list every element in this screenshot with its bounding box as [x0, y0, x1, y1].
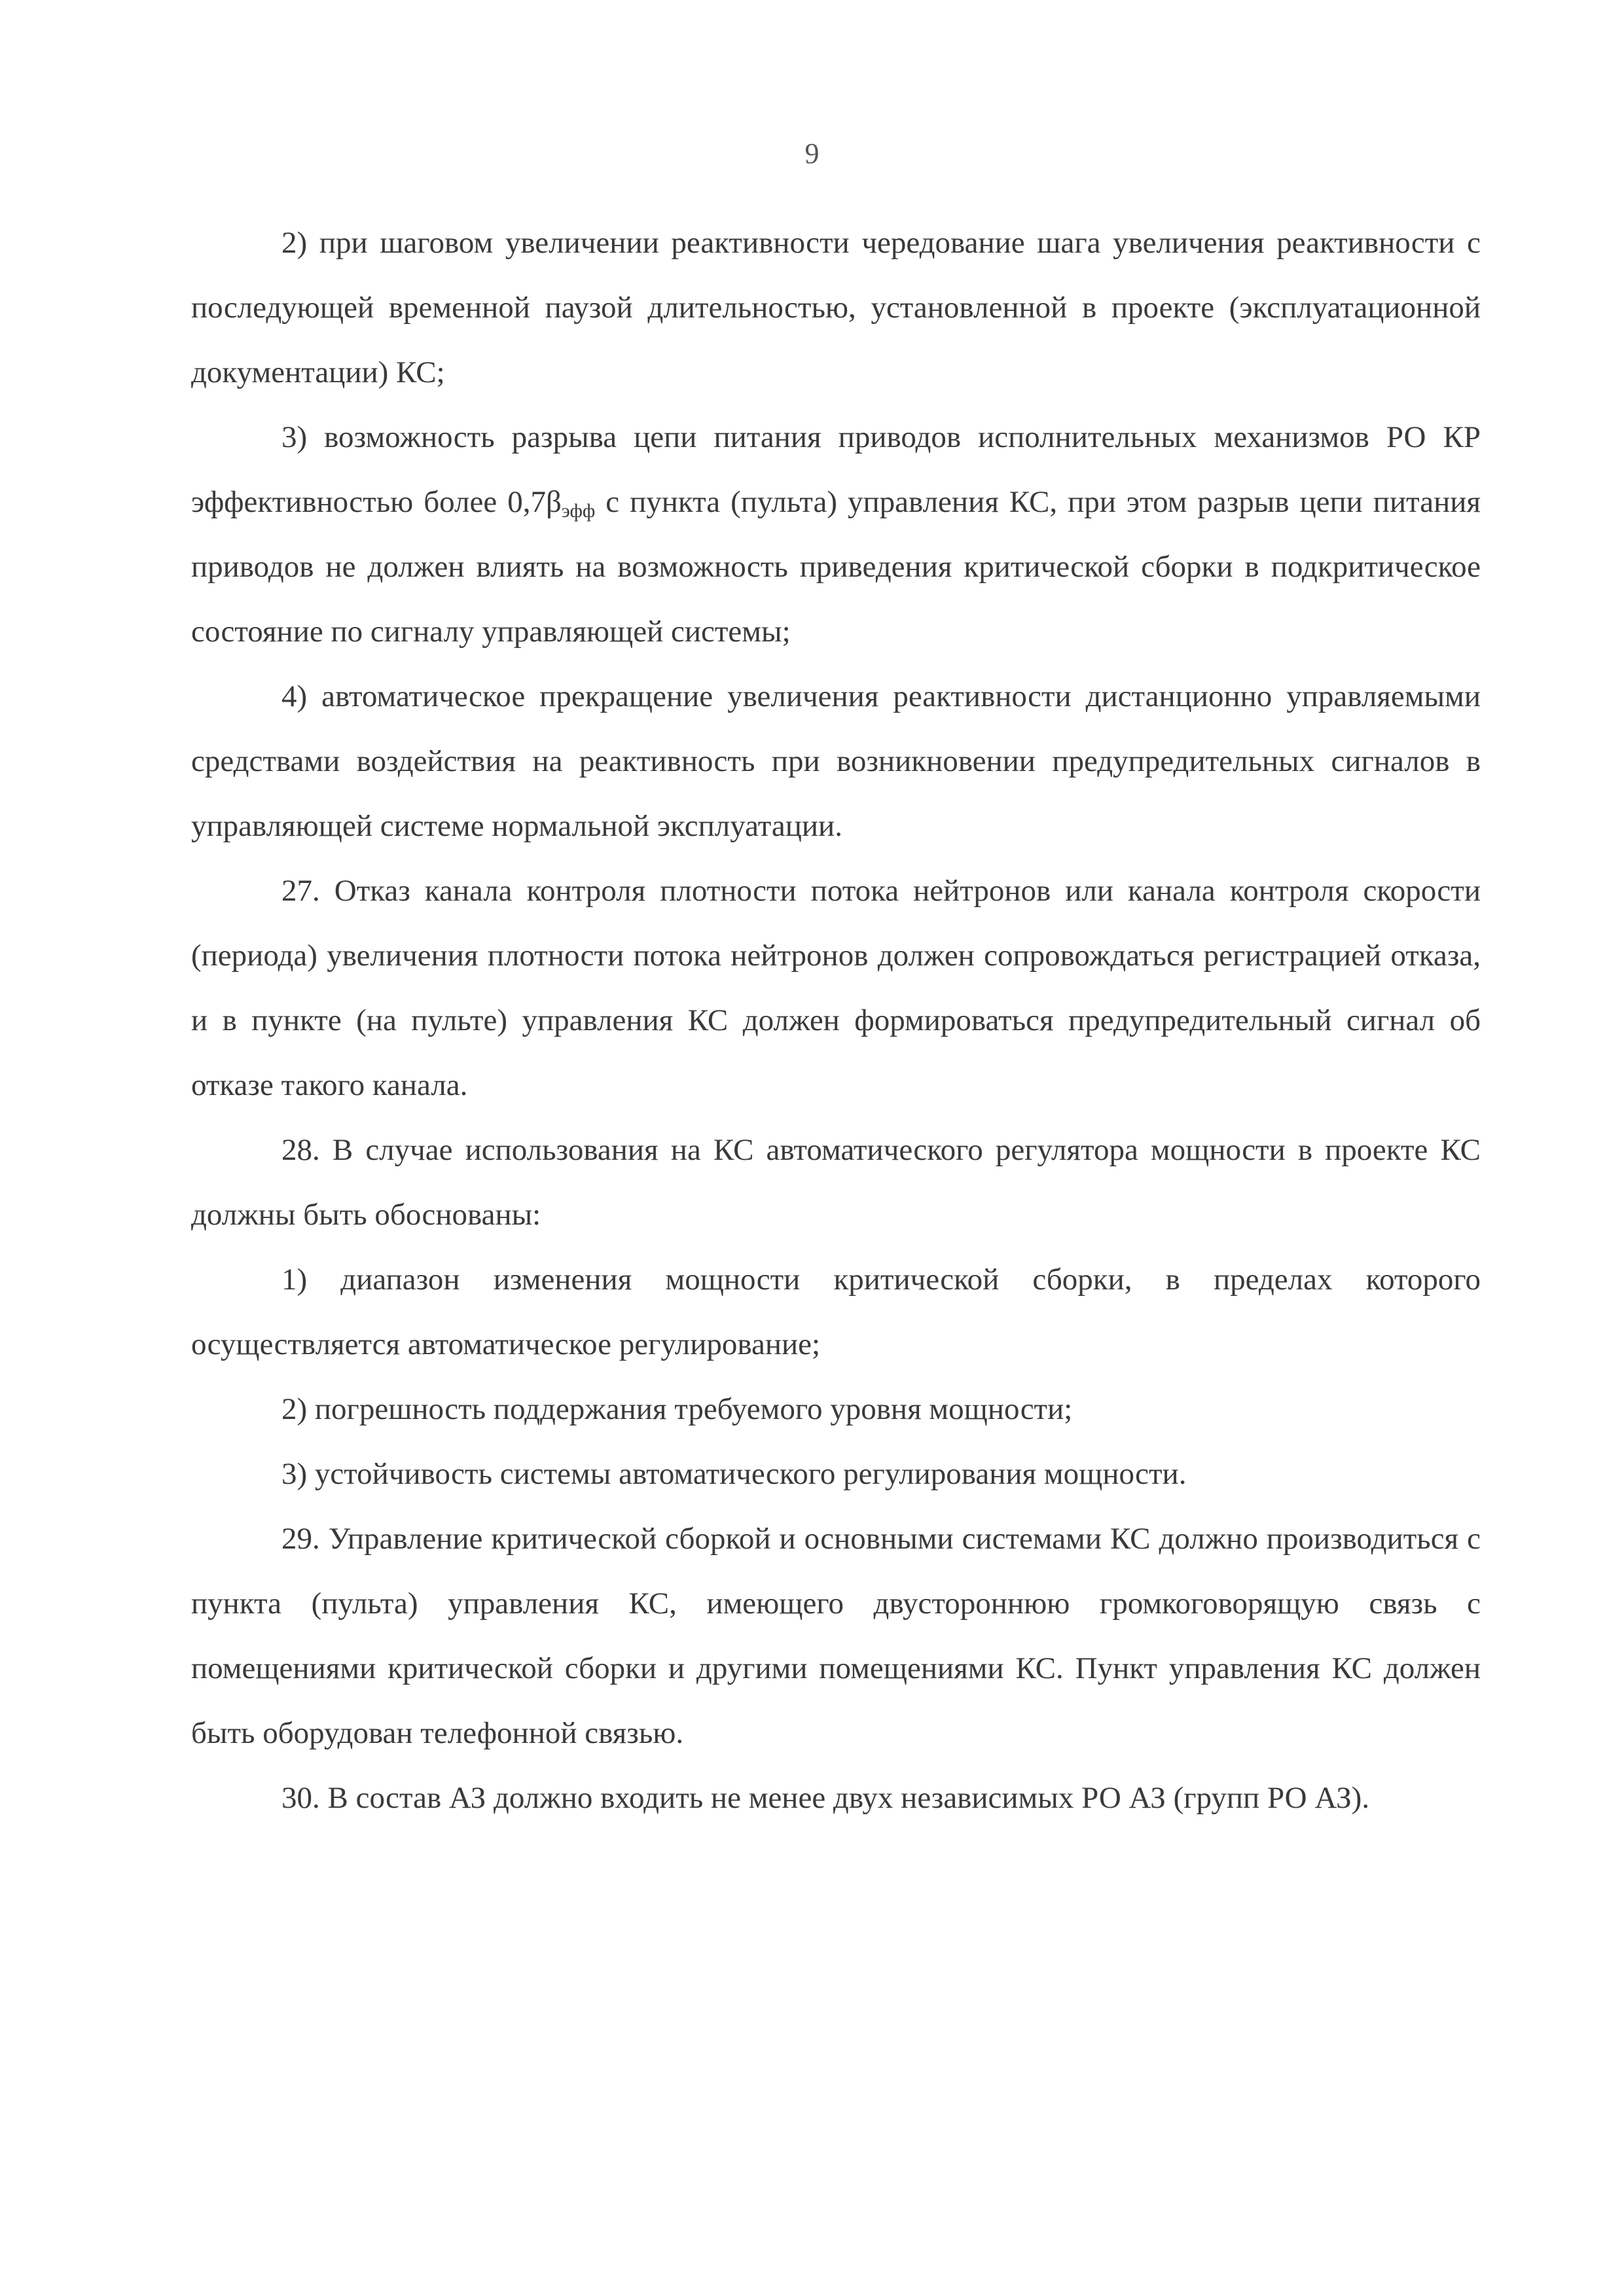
paragraph-text-end: с пункта (пульта) управления КС, при этом разрыв цепи питания приводов не должен влиять на возможность приведения критической сборки в подкритическое состояние по сигналу управляющей системы; — [191, 485, 1481, 649]
paragraph-item-2: 2) при шаговом увеличении реактивности чередование шага увеличения реактивности с последующей временной паузой длительностью, установленной в проекте (эксплуатационной документации) КС; — [191, 226, 1481, 389]
paragraph-clause-30: 30. В состав АЗ должно входить не менее двух независимых РО АЗ (групп РО АЗ). — [281, 1781, 1370, 1815]
document-body — [191, 211, 1481, 1831]
paragraph-clause-28-item-3: 3) устойчивость системы автоматического регулирования мощности. — [281, 1457, 1187, 1491]
page-number: 9 — [804, 137, 820, 170]
paragraph-text-start: 3) возможность разрыва цепи питания приводов исполнительных механизмов РО КР эффективностью более 0,7β — [191, 420, 1481, 519]
paragraph-clause-28-item-2: 2) погрешность поддержания требуемого уровня мощности; — [281, 1392, 1073, 1426]
beta-subscript: эфф — [561, 500, 596, 522]
paragraph-clause-28-item-1: 1) диапазон изменения мощности критической сборки, в пределах которого осуществляется автоматическое регулирование; — [191, 1263, 1481, 1361]
paragraph-clause-27: 27. Отказ канала контроля плотности потока нейтронов или канала контроля скорости (периода) увеличения плотности потока нейтронов должен сопровождаться регистрацией отказа, и в пункте (на пульте) управления КС должен формироваться предупредительный сигнал об отказе такого канала. — [191, 874, 1481, 1102]
paragraph-clause-29: 29. Управление критической сборкой и основными системами КС должно производиться с пункта (пульта) управления КС, имеющего двустороннюю громкоговорящую связь с помещениями критической сборки и другими помещениями КС. Пункт управления КС должен быть оборудован телефонной связью. — [191, 1522, 1481, 1750]
paragraph-item-4: 4) автоматическое прекращение увеличения реактивности дистанционно управляемыми средствами воздействия на реактивность при возникновении предупредительных сигналов в управляющей системе нормальной эксплуатации. — [191, 679, 1481, 843]
paragraph-clause-28: 28. В случае использования на КС автоматического регулятора мощности в проекте КС должны быть обоснованы: — [191, 1133, 1481, 1232]
paragraph-item-3 — [191, 405, 1481, 664]
